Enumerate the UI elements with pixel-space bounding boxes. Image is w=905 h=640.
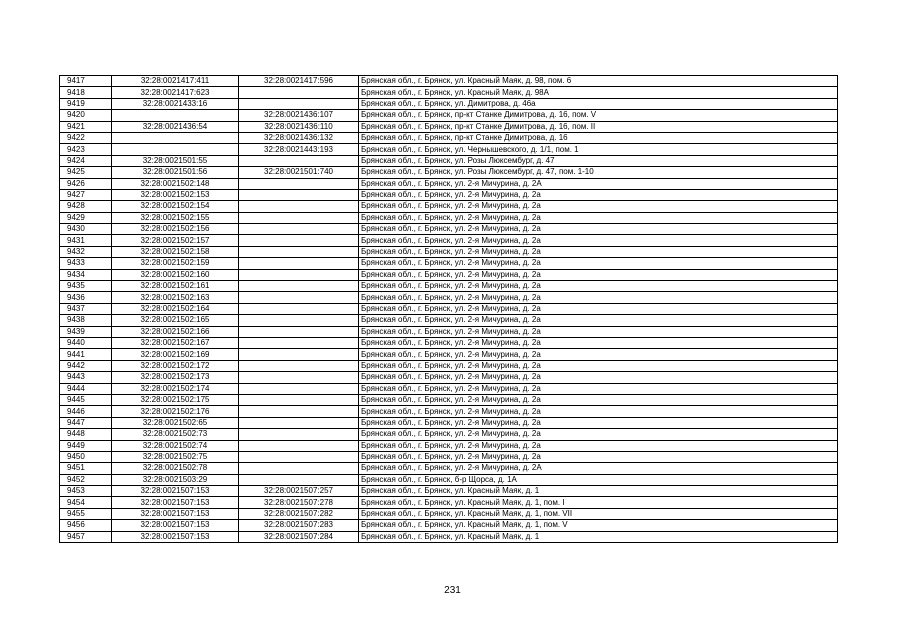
row-number-cell: 9418 (60, 87, 112, 98)
cadastral-number-cell: 32:28:0021501:56 (112, 167, 239, 178)
table-row (60, 98, 838, 109)
address-cell: Брянская обл., г. Брянск, ул. Чернышевского, д. 1/1, пом. 1 (359, 144, 838, 155)
cadastral-number-cell: 32:28:0021502:156 (112, 224, 239, 235)
row-number-cell: 9427 (60, 189, 112, 200)
cadastral-number-cell (112, 132, 239, 143)
address-cell: Брянская обл., г. Брянск, ул. 2-я Мичурина, д. 2А (359, 463, 838, 474)
address-cell: Брянская обл., г. Брянск, ул. Красный Маяк, д. 1 (359, 486, 838, 497)
room-cadastral-number-cell (239, 292, 359, 303)
room-cadastral-number-cell (239, 258, 359, 269)
table-row (60, 110, 838, 121)
address-cell: Брянская обл., г. Брянск, ул. 2-я Мичурина, д. 2а (359, 383, 838, 394)
row-number-cell: 9457 (60, 531, 112, 542)
table-row (60, 474, 838, 485)
room-cadastral-number-cell (239, 372, 359, 383)
address-cell: Брянская обл., г. Брянск, ул. 2-я Мичурина, д. 2а (359, 212, 838, 223)
cadastral-number-cell: 32:28:0021507:153 (112, 497, 239, 508)
cadastral-number-cell (112, 144, 239, 155)
room-cadastral-number-cell (239, 303, 359, 314)
table-row (60, 269, 838, 280)
room-cadastral-number-cell: 32:28:0021507:284 (239, 531, 359, 542)
row-number-cell: 9429 (60, 212, 112, 223)
row-number-cell: 9452 (60, 474, 112, 485)
table-row (60, 349, 838, 360)
room-cadastral-number-cell: 32:28:0021507:282 (239, 508, 359, 519)
registry-table (59, 75, 838, 543)
address-cell: Брянская обл., г. Брянск, ул. 2-я Мичурина, д. 2а (359, 372, 838, 383)
room-cadastral-number-cell (239, 463, 359, 474)
cadastral-number-cell: 32:28:0021502:176 (112, 406, 239, 417)
row-number-cell: 9442 (60, 360, 112, 371)
address-cell: Брянская обл., г. Брянск, ул. 2-я Мичурина, д. 2а (359, 281, 838, 292)
room-cadastral-number-cell: 32:28:0021436:107 (239, 110, 359, 121)
row-number-cell: 9438 (60, 315, 112, 326)
address-cell: Брянская обл., г. Брянск, ул. 2-я Мичурина, д. 2а (359, 406, 838, 417)
address-cell: Брянская обл., г. Брянск, ул. 2-я Мичурина, д. 2а (359, 189, 838, 200)
row-number-cell: 9446 (60, 406, 112, 417)
row-number-cell: 9440 (60, 337, 112, 348)
row-number-cell: 9431 (60, 235, 112, 246)
address-cell: Брянская обл., г. Брянск, ул. 2-я Мичурина, д. 2а (359, 337, 838, 348)
row-number-cell: 9419 (60, 98, 112, 109)
room-cadastral-number-cell (239, 349, 359, 360)
cadastral-number-cell: 32:28:0021502:172 (112, 360, 239, 371)
room-cadastral-number-cell (239, 440, 359, 451)
row-number-cell: 9453 (60, 486, 112, 497)
address-cell: Брянская обл., г. Брянск, ул. Красный Маяк, д. 1, пом. VII (359, 508, 838, 519)
cadastral-number-cell: 32:28:0021502:165 (112, 315, 239, 326)
room-cadastral-number-cell: 32:28:0021417:596 (239, 76, 359, 87)
address-cell: Брянская обл., г. Брянск, ул. 2-я Мичурина, д. 2а (359, 201, 838, 212)
page-number: 231 (444, 585, 461, 596)
table-row (60, 178, 838, 189)
row-number-cell: 9435 (60, 281, 112, 292)
cadastral-number-cell: 32:28:0021502:65 (112, 417, 239, 428)
address-cell: Брянская обл., г. Брянск, ул. 2-я Мичурина, д. 2а (359, 235, 838, 246)
row-number-cell: 9421 (60, 121, 112, 132)
cadastral-number-cell: 32:28:0021502:75 (112, 451, 239, 462)
cadastral-number-cell: 32:28:0021507:153 (112, 520, 239, 531)
address-cell: Брянская обл., г. Брянск, ул. 2-я Мичурина, д. 2а (359, 394, 838, 405)
table-row (60, 520, 838, 531)
cadastral-number-cell: 32:28:0021436:54 (112, 121, 239, 132)
row-number-cell: 9444 (60, 383, 112, 394)
registry-table-body (60, 76, 838, 543)
table-row (60, 167, 838, 178)
table-row (60, 326, 838, 337)
address-cell: Брянская обл., г. Брянск, ул. 2-я Мичурина, д. 2а (359, 440, 838, 451)
room-cadastral-number-cell (239, 474, 359, 485)
address-cell: Брянская обл., г. Брянск, ул. Красный Маяк, д. 1, пом. I (359, 497, 838, 508)
address-cell: Брянская обл., г. Брянск, ул. 2-я Мичурина, д. 2а (359, 258, 838, 269)
table-row (60, 406, 838, 417)
cadastral-number-cell: 32:28:0021502:161 (112, 281, 239, 292)
room-cadastral-number-cell (239, 417, 359, 428)
room-cadastral-number-cell: 32:28:0021507:283 (239, 520, 359, 531)
row-number-cell: 9439 (60, 326, 112, 337)
room-cadastral-number-cell (239, 201, 359, 212)
table-row (60, 394, 838, 405)
table-row (60, 212, 838, 223)
table-row (60, 224, 838, 235)
address-cell: Брянская обл., г. Брянск, б-р Щорса, д. 1А (359, 474, 838, 485)
table-row (60, 497, 838, 508)
room-cadastral-number-cell: 32:28:0021436:132 (239, 132, 359, 143)
address-cell: Брянская обл., г. Брянск, ул. Розы Люксембург, д. 47 (359, 155, 838, 166)
room-cadastral-number-cell (239, 246, 359, 257)
cadastral-number-cell: 32:28:0021507:153 (112, 531, 239, 542)
row-number-cell: 9450 (60, 451, 112, 462)
address-cell: Брянская обл., г. Брянск, ул. 2-я Мичурина, д. 2а (359, 360, 838, 371)
row-number-cell: 9430 (60, 224, 112, 235)
row-number-cell: 9432 (60, 246, 112, 257)
cadastral-number-cell: 32:28:0021502:163 (112, 292, 239, 303)
cadastral-number-cell: 32:28:0021502:159 (112, 258, 239, 269)
room-cadastral-number-cell: 32:28:0021436:110 (239, 121, 359, 132)
row-number-cell: 9426 (60, 178, 112, 189)
room-cadastral-number-cell (239, 337, 359, 348)
table-row (60, 463, 838, 474)
address-cell: Брянская обл., г. Брянск, ул. 2-я Мичурина, д. 2а (359, 224, 838, 235)
address-cell: Брянская обл., г. Брянск, ул. 2-я Мичурина, д. 2а (359, 303, 838, 314)
room-cadastral-number-cell (239, 98, 359, 109)
row-number-cell: 9428 (60, 201, 112, 212)
table-row (60, 486, 838, 497)
room-cadastral-number-cell (239, 178, 359, 189)
address-cell: Брянская обл., г. Брянск, ул. 2-я Мичурина, д. 2а (359, 451, 838, 462)
table-row (60, 360, 838, 371)
table-row (60, 315, 838, 326)
cadastral-number-cell: 32:28:0021502:174 (112, 383, 239, 394)
row-number-cell: 9423 (60, 144, 112, 155)
row-number-cell: 9451 (60, 463, 112, 474)
row-number-cell: 9455 (60, 508, 112, 519)
address-cell: Брянская обл., г. Брянск, пр-кт Станке Димитрова, д. 16, пом. II (359, 121, 838, 132)
room-cadastral-number-cell (239, 429, 359, 440)
address-cell: Брянская обл., г. Брянск, ул. Красный Маяк, д. 98А (359, 87, 838, 98)
room-cadastral-number-cell (239, 315, 359, 326)
address-cell: Брянская обл., г. Брянск, ул. Красный Маяк, д. 98, пом. 6 (359, 76, 838, 87)
cadastral-number-cell: 32:28:0021417:623 (112, 87, 239, 98)
address-cell: Брянская обл., г. Брянск, ул. 2-я Мичурина, д. 2а (359, 292, 838, 303)
cadastral-number-cell: 32:28:0021433:16 (112, 98, 239, 109)
cadastral-number-cell: 32:28:0021502:74 (112, 440, 239, 451)
table-row (60, 383, 838, 394)
cadastral-number-cell: 32:28:0021502:157 (112, 235, 239, 246)
table-row (60, 337, 838, 348)
row-number-cell: 9422 (60, 132, 112, 143)
table-row (60, 508, 838, 519)
cadastral-number-cell: 32:28:0021502:169 (112, 349, 239, 360)
cadastral-number-cell: 32:28:0021502:167 (112, 337, 239, 348)
cadastral-number-cell: 32:28:0021502:154 (112, 201, 239, 212)
room-cadastral-number-cell (239, 406, 359, 417)
room-cadastral-number-cell (239, 281, 359, 292)
room-cadastral-number-cell: 32:28:0021501:740 (239, 167, 359, 178)
room-cadastral-number-cell (239, 189, 359, 200)
row-number-cell: 9447 (60, 417, 112, 428)
table-row (60, 121, 838, 132)
table-row (60, 144, 838, 155)
table-row (60, 429, 838, 440)
table-row (60, 258, 838, 269)
table-row (60, 281, 838, 292)
room-cadastral-number-cell (239, 224, 359, 235)
cadastral-number-cell: 32:28:0021501:55 (112, 155, 239, 166)
table-row (60, 132, 838, 143)
room-cadastral-number-cell (239, 235, 359, 246)
cadastral-number-cell: 32:28:0021502:173 (112, 372, 239, 383)
cadastral-number-cell: 32:28:0021417:411 (112, 76, 239, 87)
table-row (60, 292, 838, 303)
room-cadastral-number-cell (239, 87, 359, 98)
address-cell: Брянская обл., г. Брянск, ул. Розы Люксембург, д. 47, пом. 1-10 (359, 167, 838, 178)
cadastral-number-cell: 32:28:0021502:160 (112, 269, 239, 280)
address-cell: Брянская обл., г. Брянск, ул. 2-я Мичурина, д. 2а (359, 349, 838, 360)
row-number-cell: 9449 (60, 440, 112, 451)
cadastral-number-cell: 32:28:0021502:78 (112, 463, 239, 474)
room-cadastral-number-cell (239, 212, 359, 223)
row-number-cell: 9436 (60, 292, 112, 303)
cadastral-number-cell: 32:28:0021502:155 (112, 212, 239, 223)
row-number-cell: 9445 (60, 394, 112, 405)
table-row (60, 235, 838, 246)
address-cell: Брянская обл., г. Брянск, ул. Красный Маяк, д. 1 (359, 531, 838, 542)
cadastral-number-cell (112, 110, 239, 121)
cadastral-number-cell: 32:28:0021502:164 (112, 303, 239, 314)
cadastral-number-cell: 32:28:0021507:153 (112, 486, 239, 497)
room-cadastral-number-cell (239, 383, 359, 394)
row-number-cell: 9454 (60, 497, 112, 508)
address-cell: Брянская обл., г. Брянск, пр-кт Станке Димитрова, д. 16 (359, 132, 838, 143)
table-row (60, 155, 838, 166)
table-row (60, 246, 838, 257)
table-row (60, 440, 838, 451)
room-cadastral-number-cell: 32:28:0021443:193 (239, 144, 359, 155)
row-number-cell: 9448 (60, 429, 112, 440)
row-number-cell: 9456 (60, 520, 112, 531)
address-cell: Брянская обл., г. Брянск, ул. 2-я Мичурина, д. 2а (359, 246, 838, 257)
table-row (60, 201, 838, 212)
room-cadastral-number-cell: 32:28:0021507:257 (239, 486, 359, 497)
address-cell: Брянская обл., г. Брянск, ул. 2-я Мичурина, д. 2а (359, 315, 838, 326)
room-cadastral-number-cell: 32:28:0021507:278 (239, 497, 359, 508)
room-cadastral-number-cell (239, 394, 359, 405)
address-cell: Брянская обл., г. Брянск, ул. Красный Маяк, д. 1, пом. V (359, 520, 838, 531)
address-cell: Брянская обл., г. Брянск, ул. 2-я Мичурина, д. 2а (359, 429, 838, 440)
room-cadastral-number-cell (239, 360, 359, 371)
cadastral-number-cell: 32:28:0021502:166 (112, 326, 239, 337)
row-number-cell: 9441 (60, 349, 112, 360)
cadastral-number-cell: 32:28:0021507:153 (112, 508, 239, 519)
cadastral-number-cell: 32:28:0021503:29 (112, 474, 239, 485)
address-cell: Брянская обл., г. Брянск, ул. 2-я Мичурина, д. 2а (359, 326, 838, 337)
row-number-cell: 9443 (60, 372, 112, 383)
row-number-cell: 9424 (60, 155, 112, 166)
room-cadastral-number-cell (239, 326, 359, 337)
room-cadastral-number-cell (239, 451, 359, 462)
cadastral-number-cell: 32:28:0021502:158 (112, 246, 239, 257)
cadastral-number-cell: 32:28:0021502:153 (112, 189, 239, 200)
table-row (60, 76, 838, 87)
table-row (60, 372, 838, 383)
row-number-cell: 9425 (60, 167, 112, 178)
table-row (60, 417, 838, 428)
row-number-cell: 9434 (60, 269, 112, 280)
room-cadastral-number-cell (239, 155, 359, 166)
cadastral-number-cell: 32:28:0021502:175 (112, 394, 239, 405)
cadastral-number-cell: 32:28:0021502:148 (112, 178, 239, 189)
address-cell: Брянская обл., г. Брянск, ул. 2-я Мичурина, д. 2а (359, 269, 838, 280)
cadastral-number-cell: 32:28:0021502:73 (112, 429, 239, 440)
table-row (60, 189, 838, 200)
table-row (60, 451, 838, 462)
table-row (60, 87, 838, 98)
row-number-cell: 9420 (60, 110, 112, 121)
row-number-cell: 9433 (60, 258, 112, 269)
address-cell: Брянская обл., г. Брянск, пр-кт Станке Димитрова, д. 16, пом. V (359, 110, 838, 121)
address-cell: Брянская обл., г. Брянск, ул. 2-я Мичурина, д. 2а (359, 417, 838, 428)
table-row (60, 303, 838, 314)
address-cell: Брянская обл., г. Брянск, ул. 2-я Мичурина, д. 2А (359, 178, 838, 189)
row-number-cell: 9437 (60, 303, 112, 314)
room-cadastral-number-cell (239, 269, 359, 280)
table-row (60, 531, 838, 542)
address-cell: Брянская обл., г. Брянск, ул. Димитрова, д. 46а (359, 98, 838, 109)
row-number-cell: 9417 (60, 76, 112, 87)
